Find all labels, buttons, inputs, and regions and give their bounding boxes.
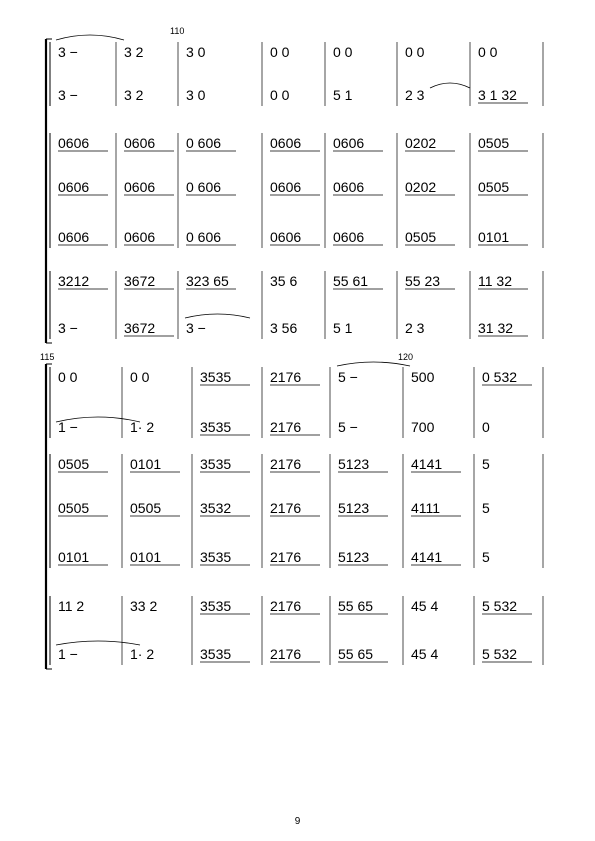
- note-group: 2176: [270, 549, 302, 565]
- note-group: 0101: [58, 549, 90, 565]
- note-group: 2 3: [405, 87, 425, 103]
- note-group: 0 532: [482, 369, 518, 385]
- note-group: 2176: [270, 419, 302, 435]
- note-group: 0606: [124, 179, 156, 195]
- note-group: 0606: [333, 229, 365, 245]
- note-group: 0 606: [186, 135, 222, 151]
- note-group: 0505: [58, 456, 90, 472]
- note-group: 3535: [200, 598, 232, 614]
- slur: [430, 83, 470, 88]
- note-group: 4141: [411, 549, 443, 565]
- note-group: 5123: [338, 500, 370, 516]
- note-group: 0606: [333, 179, 365, 195]
- note-group: 2176: [270, 646, 302, 662]
- note-group: 0: [482, 419, 490, 435]
- tie: [337, 362, 410, 366]
- note-group: 5 −: [338, 369, 358, 385]
- note-group: 0 0: [405, 44, 425, 60]
- note-group: 0606: [58, 229, 90, 245]
- note-group: 3 −: [58, 320, 78, 336]
- note-group: 5 1: [333, 320, 353, 336]
- note-group: 3 0: [186, 87, 206, 103]
- note-group: 0606: [124, 135, 156, 151]
- slur: [185, 314, 250, 318]
- note-group: 5123: [338, 549, 370, 565]
- note-group: 0606: [270, 229, 302, 245]
- note-group: 0 606: [186, 179, 222, 195]
- note-group: 0 606: [186, 229, 222, 245]
- note-group: 0606: [270, 179, 302, 195]
- note-group: 5 1: [333, 87, 353, 103]
- note-group: 700: [411, 419, 435, 435]
- note-group: 5 −: [338, 419, 358, 435]
- note-group: 0505: [58, 500, 90, 516]
- note-group: 3535: [200, 646, 232, 662]
- note-group: 3532: [200, 500, 232, 516]
- note-group: 0505: [130, 500, 162, 516]
- note-group: 5: [482, 456, 490, 472]
- note-group: 0 0: [130, 369, 150, 385]
- note-group: 11 2: [58, 598, 85, 614]
- note-group: 323 65: [186, 273, 229, 289]
- measure-number: 120: [398, 352, 414, 362]
- note-group: 3535: [200, 549, 232, 565]
- note-group: 0 0: [478, 44, 498, 60]
- note-group: 4141: [411, 456, 443, 472]
- note-group: 3535: [200, 369, 232, 385]
- tie: [56, 35, 124, 40]
- measure-number: 110: [170, 26, 185, 36]
- note-group: 11 32: [478, 273, 512, 289]
- note-group: 3 0: [186, 44, 206, 60]
- note-group: 5123: [338, 456, 370, 472]
- note-group: 3 56: [270, 320, 298, 336]
- note-group: 45 4: [411, 646, 439, 662]
- note-group: 55 23: [405, 273, 441, 289]
- note-group: 33 2: [130, 598, 158, 614]
- note-group: 5: [482, 500, 490, 516]
- note-group: 3 1 32: [478, 87, 517, 103]
- note-group: 2176: [270, 456, 302, 472]
- note-group: 1· 2: [130, 646, 155, 662]
- note-group: 0606: [124, 229, 156, 245]
- note-group: 0505: [405, 229, 437, 245]
- note-group: 2 3: [405, 320, 425, 336]
- note-group: 0 0: [270, 44, 290, 60]
- note-group: 3 −: [58, 87, 78, 103]
- note-group: 3535: [200, 419, 232, 435]
- note-group: 0606: [270, 135, 302, 151]
- note-group: 45 4: [411, 598, 439, 614]
- note-group: 0606: [58, 179, 90, 195]
- note-group: 55 65: [338, 646, 374, 662]
- note-group: 3672: [124, 273, 156, 289]
- page-number: 9: [294, 816, 301, 827]
- note-group: 2176: [270, 500, 302, 516]
- note-group: 4111: [411, 500, 441, 516]
- note-group: 31 32: [478, 320, 514, 336]
- tie: [56, 641, 140, 645]
- note-group: 0606: [58, 135, 90, 151]
- note-group: 35 6: [270, 273, 298, 289]
- note-group: 0101: [130, 549, 162, 565]
- note-group: 5 532: [482, 646, 518, 662]
- note-group: 55 61: [333, 273, 369, 289]
- note-group: 2176: [270, 598, 302, 614]
- note-group: 1 −: [58, 646, 78, 662]
- note-group: 1· 2: [130, 419, 155, 435]
- note-group: 3 2: [124, 87, 144, 103]
- note-group: 0 0: [58, 369, 78, 385]
- note-group: 2176: [270, 369, 302, 385]
- note-group: 0 0: [333, 44, 353, 60]
- measure-number: 115: [40, 352, 55, 362]
- note-group: 5: [482, 549, 490, 565]
- note-group: 0202: [405, 135, 437, 151]
- note-group: 0202: [405, 179, 437, 195]
- note-group: 0 0: [270, 87, 290, 103]
- note-group: 5 532: [482, 598, 518, 614]
- note-group: 0505: [478, 179, 510, 195]
- note-group: 3 2: [124, 44, 144, 60]
- note-group: 55 65: [338, 598, 374, 614]
- note-group: 3212: [58, 273, 90, 289]
- note-group: 3 −: [186, 320, 206, 336]
- note-group: 1 −: [58, 419, 78, 435]
- note-group: 0101: [130, 456, 162, 472]
- note-group: 0505: [478, 135, 510, 151]
- note-group: 3535: [200, 456, 232, 472]
- note-group: 3 −: [58, 44, 78, 60]
- note-group: 500: [411, 369, 435, 385]
- note-group: 0101: [478, 229, 510, 245]
- note-group: 0606: [333, 135, 365, 151]
- note-group: 3672: [124, 320, 156, 336]
